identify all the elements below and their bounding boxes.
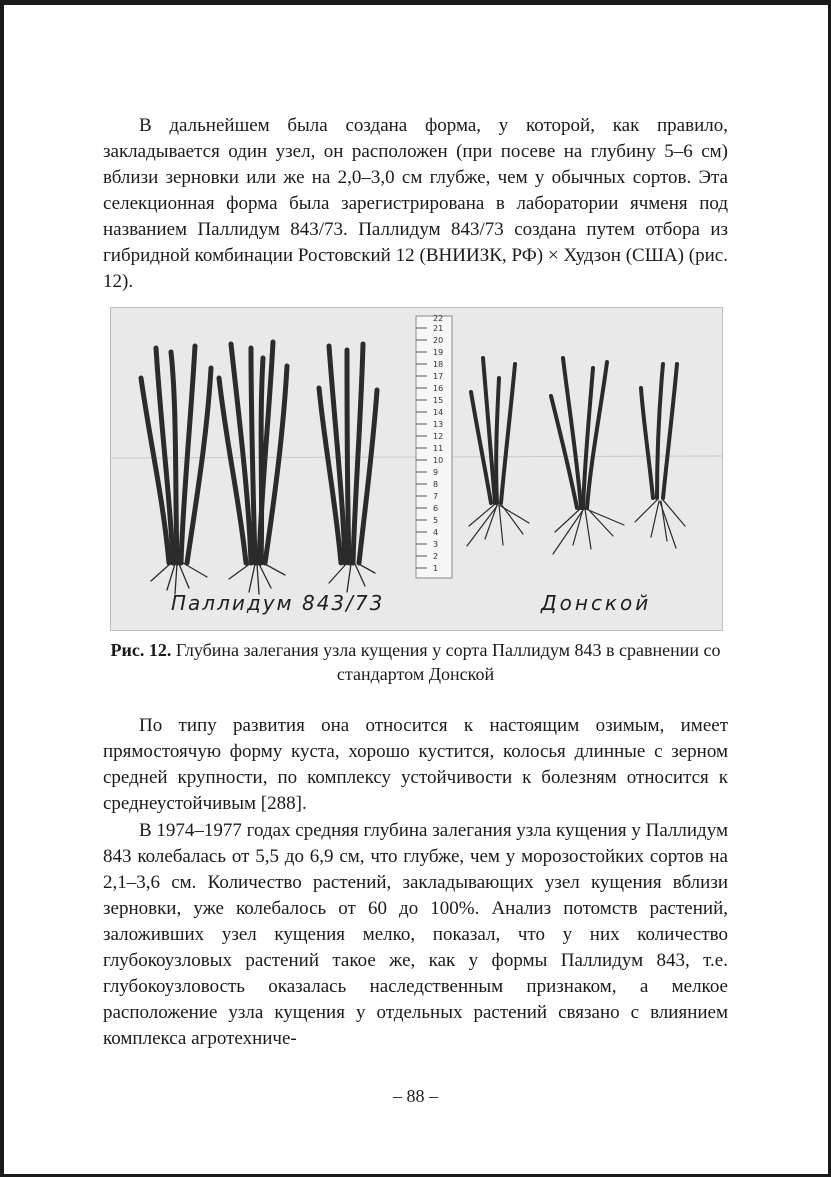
ruler-number: 9 <box>433 468 439 477</box>
label-donskoy: Донской <box>541 591 652 615</box>
ruler-number: 12 <box>433 432 444 441</box>
page-number: – 88 – <box>393 1086 438 1106</box>
ruler-number: 17 <box>433 372 444 381</box>
figure-photo <box>110 307 723 631</box>
ruler-number: 1 <box>433 564 439 573</box>
ruler-number: 14 <box>433 408 444 417</box>
paragraph-intro: В дальнейшем была создана форма, у которой, как правило, закладывается один узел, он расположен (при посеве на глубину 5–6 см) вблизи зерновки или же на 2,0–3,0 см глубже, чем у обычных сортов. Эта селекционная форма была зарегистрирована в лаборатории ячменя под названием Паллидум 843/73. Паллидум 843/73 создана путем отбора из гибридной комбинации Ростовский 12 (ВНИИЗК, РФ) × Худзон (США) (рис. 12). <box>103 115 728 292</box>
ruler-number: 18 <box>433 360 444 369</box>
ruler-number: 10 <box>433 456 444 465</box>
ruler-number: 4 <box>433 528 439 537</box>
caption-text: Глубина залегания узла кущения у сорта Паллидум 843 в сравнении со стандартом Донской <box>175 640 721 684</box>
paragraph-depth-results: В 1974–1977 годах средняя глубина залегания узла кущения у Паллидум 843 колебалась от 5,5 до 6,9 см, что глубже, чем у морозостойких сортов на 2,1–3,6 см. Количество растений, закладывающих узел кущения вблизи зерновки, уже колебалось от 60 до 100%. Анализ потомств растений, заложивших узел кущения мелко, показал, что у них количество глубокоузловых растений такое же, как у формы Паллидум 843, т.е. глубокоузловость оказалась наследственным признаком, а мелкое расположение узла кущения у отдельных растений связано с влиянием комплекса агротехниче- <box>103 820 728 1049</box>
ruler-number: 8 <box>433 480 439 489</box>
ruler-number: 7 <box>433 492 439 501</box>
ruler-number: 15 <box>433 396 444 405</box>
scan-border-top <box>0 0 831 5</box>
ruler-number: 11 <box>433 444 444 453</box>
ruler-number: 3 <box>433 540 439 549</box>
ruler-number: 2 <box>433 552 439 561</box>
ruler-number: 19 <box>433 348 444 357</box>
ruler-number: 6 <box>433 504 439 513</box>
caption-label: Рис. 12. <box>110 640 172 660</box>
plants-photo-illustration <box>111 308 722 630</box>
ruler-number: 20 <box>433 336 444 345</box>
ruler-number: 21 <box>433 324 444 333</box>
measuring-ruler <box>416 314 452 578</box>
scan-border-left <box>0 0 4 1177</box>
ruler-number: 13 <box>433 420 444 429</box>
ruler-number: 5 <box>433 516 439 525</box>
paragraph-development: По типу развития она относится к настоящим озимым, имеет прямостоячую форму куста, хорошо кустится, колосья длинные с зерном средней крупности, по комплексу устойчивости к болезням относится к среднеустойчивым [288]. <box>103 715 728 814</box>
figure-caption <box>103 638 728 686</box>
ruler-number: 16 <box>433 384 444 393</box>
label-pallidum: Паллидум 843/73 <box>171 591 385 615</box>
ruler-number: 22 <box>433 314 444 323</box>
